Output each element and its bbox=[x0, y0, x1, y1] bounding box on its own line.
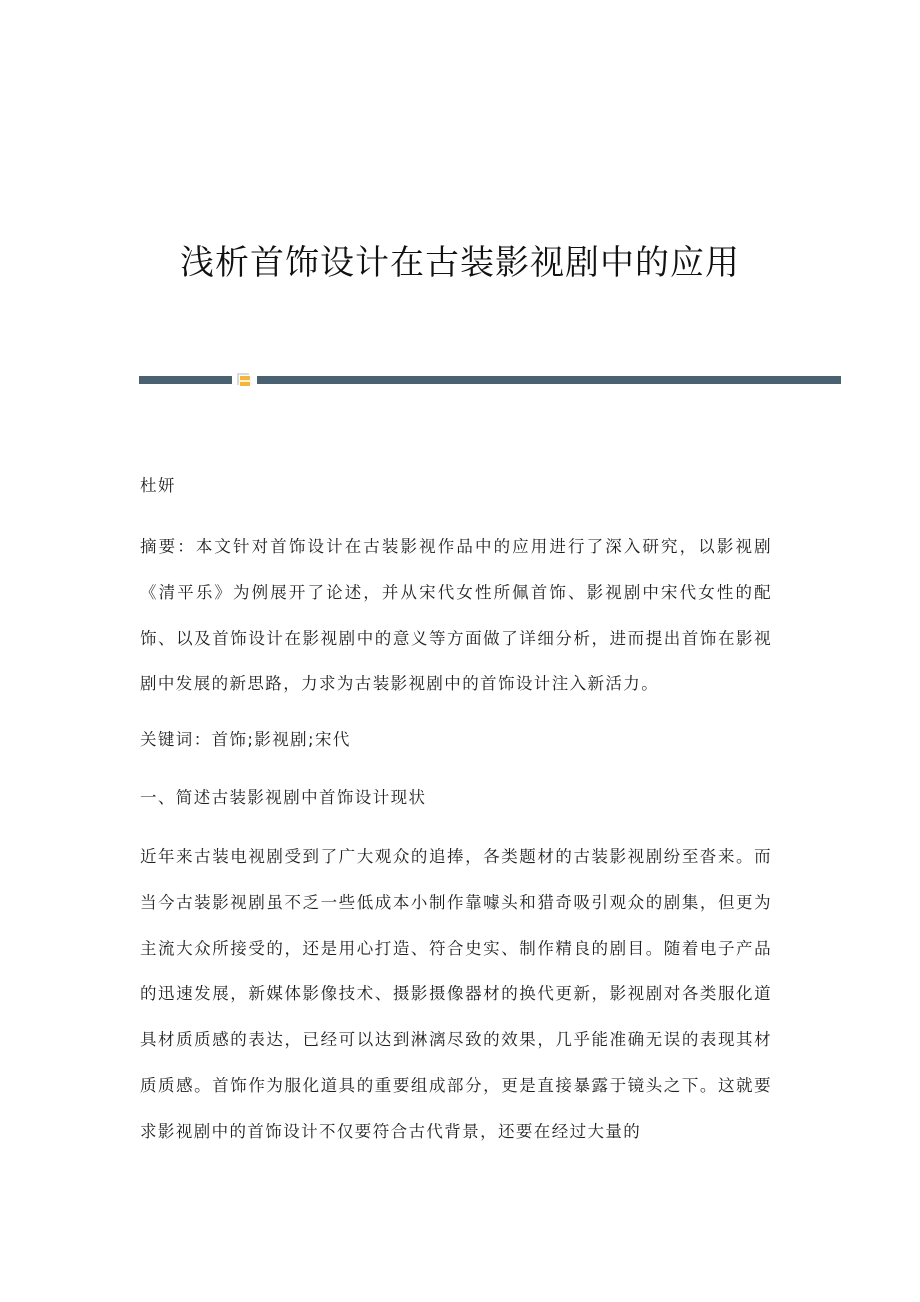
divider-bar-right bbox=[257, 376, 841, 384]
divider-bar-left bbox=[139, 376, 232, 384]
divider-ornament-icon bbox=[237, 373, 251, 387]
title-divider bbox=[139, 373, 841, 387]
ornament-stripe bbox=[239, 380, 251, 382]
author-name: 杜妍 bbox=[140, 476, 176, 495]
keywords-line: 关键词：首饰;影视剧;宋代 bbox=[140, 730, 351, 749]
section-heading: 一、简述古装影视剧中首饰设计现状 bbox=[140, 788, 427, 807]
document-title: 浅析首饰设计在古装影视剧中的应用 bbox=[180, 242, 740, 283]
abstract-paragraph: 摘要：本文针对首饰设计在古装影视作品中的应用进行了深入研究，以影视剧《清平乐》为例展开了论述，并从宋代女性所佩首饰、影视剧中宋代女性的配饰、以及首饰设计在影视剧中的意义等方面做了详细分析，进而提出首饰在影视剧中发展的新思路，力求为古装影视剧中的首饰设计注入新活力。 bbox=[140, 537, 772, 694]
body-paragraph: 近年来古装电视剧受到了广大观众的追捧，各类题材的古装影视剧纷至沓来。而当今古装影视剧虽不乏一些低成本小制作靠噱头和猎奇吸引观众的剧集，但更为主流大众所接受的，还是用心打造、符合史实、制作精良的剧目。随着电子产品的迅速发展，新媒体影像技术、摄影摄像器材的换代更新，影视剧对各类服化道具材质质感的表达，已经可以达到淋漓尽致的效果，几乎能准确无误的表现其材质质感。首饰作为服化道具的重要组成部分，更是直接暴露于镜头之下。这就要求影视剧中的首饰设计不仅要符合古代背景，还要在经过大量的 bbox=[140, 847, 772, 1141]
